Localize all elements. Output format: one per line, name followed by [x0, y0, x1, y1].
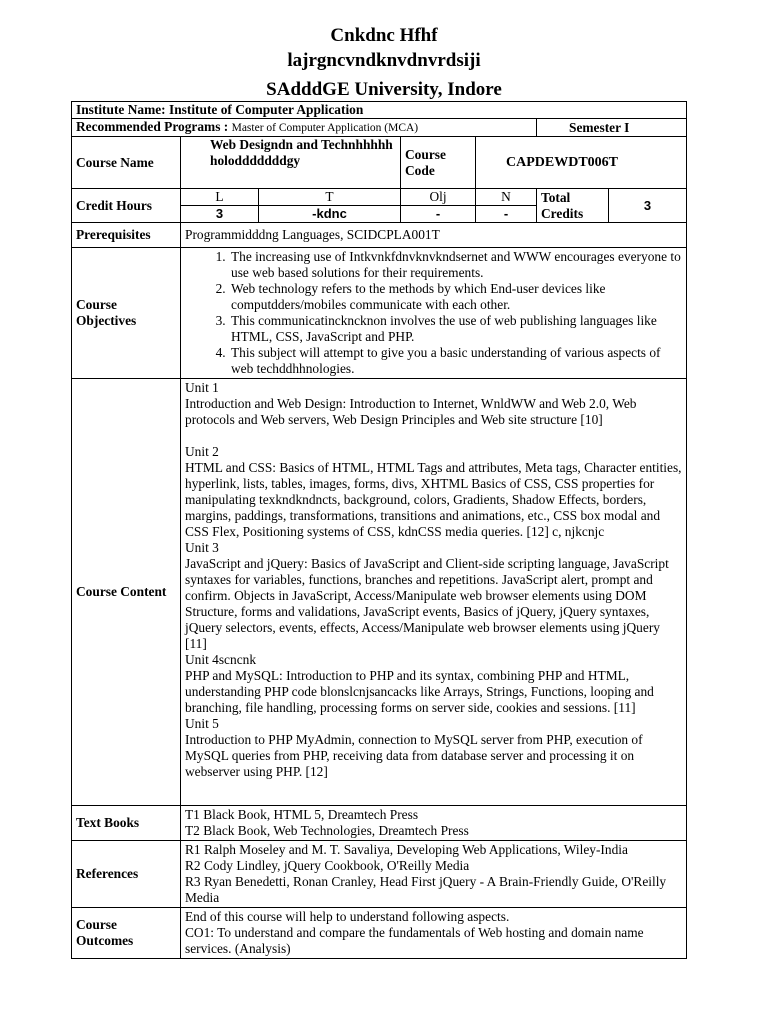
- credit-value-n: -: [476, 206, 537, 223]
- objective-item: 1. The increasing use of Intkvnkfdnvknvkndsernet and WWW encourages everyone to use web based solutions for their requirements.: [229, 249, 682, 281]
- unit-1-text: Introduction and Web Design: Introduction to Internet, WnldWW and Web 2.0, Web protocols and Web servers, Web Design Principles and Web site structure [10]: [185, 396, 637, 427]
- reference-item: R1 Ralph Moseley and M. T. Savaliya, Developing Web Applications, Wiley-India: [185, 842, 628, 857]
- prerequisites-value: Programmidddng Languages, SCIDCPLA001T: [181, 223, 687, 248]
- credit-header-row: [72, 189, 687, 206]
- prerequisites-row: [72, 223, 687, 248]
- course-content-label: Course Content: [72, 379, 181, 806]
- credit-value-p: -: [401, 206, 476, 223]
- outcomes-intro: End of this course will help to understand following aspects.: [185, 909, 510, 924]
- outcomes-label: Course Outcomes: [72, 908, 181, 959]
- objectives-list: [185, 249, 682, 377]
- prerequisites-label: Prerequisites: [72, 223, 181, 248]
- credit-header-n: N: [476, 189, 537, 206]
- credit-header-l: L: [181, 189, 259, 206]
- course-code-value: CAPDEWDT006T: [476, 137, 687, 189]
- textbook-item: T2 Black Book, Web Technologies, Dreamtech Press: [185, 823, 469, 838]
- reference-item: R3 Ryan Benedetti, Ronan Cranley, Head First jQuery - A Brain-Friendly Guide, O'Reilly Media: [185, 874, 667, 905]
- total-credits-value: 3: [609, 189, 687, 223]
- outcomes-row: [72, 908, 687, 959]
- document-title: Cnkdnc Hfhf: [330, 25, 438, 46]
- objective-item: 4. This subject will attempt to give you a basic understanding of various aspects of web techddhhnologies.: [229, 345, 682, 377]
- outcome-item: CO1: To understand and compare the fundamentals of Web hosting and domain name services. (Analysis): [185, 925, 644, 956]
- syllabus-table: [71, 101, 687, 959]
- objectives-label: Course Objectives: [72, 248, 181, 379]
- unit-5-heading: Unit 5: [185, 716, 219, 731]
- semester: Semester I: [537, 119, 687, 137]
- content-spacer: [185, 428, 682, 444]
- course-name-value: Web Designdn and Technhhhhhholodddddddgy: [181, 137, 401, 189]
- unit-1-heading: Unit 1: [185, 380, 219, 395]
- references-label: References: [72, 841, 181, 908]
- institute-row: [72, 102, 687, 119]
- programs-value: Master of Computer Application (MCA): [231, 122, 419, 134]
- content-row: [72, 379, 687, 806]
- credit-value-t: -kdnc: [259, 206, 401, 223]
- course-code-label: Course Code: [401, 137, 476, 189]
- programs-row: [72, 119, 687, 137]
- total-credits-label: Total Credits: [537, 189, 609, 223]
- credit-header-p: Olj: [401, 189, 476, 206]
- course-name-label: Course Name: [72, 137, 181, 189]
- unit-4-text: PHP and MySQL: Introduction to PHP and its syntax, combining PHP and HTML, understanding PHP code blonslcnjsancacks like Arrays, Strings, Functions, looping and branching, file handling, processing forms on server side, cookies and sessions. [11]: [185, 668, 654, 715]
- unit-2-text: HTML and CSS: Basics of HTML, HTML Tags and attributes, Meta tags, Character entities, hyperlink, lists, tables, images, forms, divs, XHTML Basics of CSS, CSS properties for manipulating texkndkndncts, background, colors, Gradients, Shadow Effects, borders, margins, paddings, transformations, transitions and animations, etc., CSS box modal and CSS Flex, Positioning systems of CSS, kdnCSS media queries. [12] c, njkcnjc: [185, 460, 682, 539]
- reference-item: R2 Cody Lindley, jQuery Cookbook, O'Reilly Media: [185, 858, 470, 873]
- institute-name: Institute of Computer Application: [169, 102, 364, 117]
- unit-4-heading: Unit 4scncnk: [185, 652, 257, 667]
- credit-header-t: T: [259, 189, 401, 206]
- university-name: SAdddGE University, Indore: [266, 79, 502, 100]
- objective-item: 3. This communicatinckncknon involves the use of web publishing languages like HTML, CSS, JavaScript and PHP.: [229, 313, 682, 345]
- document-subtitle: lajrgncvndknvdnvrdsiji: [287, 50, 481, 71]
- textbooks-label: Text Books: [72, 806, 181, 841]
- unit-3-heading: Unit 3: [185, 540, 219, 555]
- unit-3-text: JavaScript and jQuery: Basics of JavaScript and Client-side scripting language, JavaScript syntaxes for variables, functions, branches and repetitions. JavaScript alert, prompt and confirm. Objects in JavaScript, Access/Manipulate web browser elements using DOM Structure, forms and validations, JavaScript events, Basics of jQuery, jQuery syntaxes, jQuery selectors, events, effects, Access/Manipulate web browser elements using jQuery [11]: [185, 556, 669, 651]
- references-row: [72, 841, 687, 908]
- objective-item: 2. Web technology refers to the methods by which End-user devices like computdders/mobiles communicate with each other.: [229, 281, 682, 313]
- objectives-row: [72, 248, 687, 379]
- unit-5-text: Introduction to PHP MyAdmin, connection to MySQL server from PHP, execution of MySQL queries from PHP, receiving data from database server and processing it on webserver using PHP. [12]: [185, 732, 643, 779]
- programs-label: Recommended Programs :: [76, 119, 229, 134]
- course-name-row: [72, 137, 687, 189]
- credit-hours-label: Credit Hours: [72, 189, 181, 223]
- textbooks-row: [72, 806, 687, 841]
- textbook-item: T1 Black Book, HTML 5, Dreamtech Press: [185, 807, 419, 822]
- unit-2-heading: Unit 2: [185, 444, 219, 459]
- credit-value-l: 3: [181, 206, 259, 223]
- institute-label: Institute Name:: [76, 102, 166, 117]
